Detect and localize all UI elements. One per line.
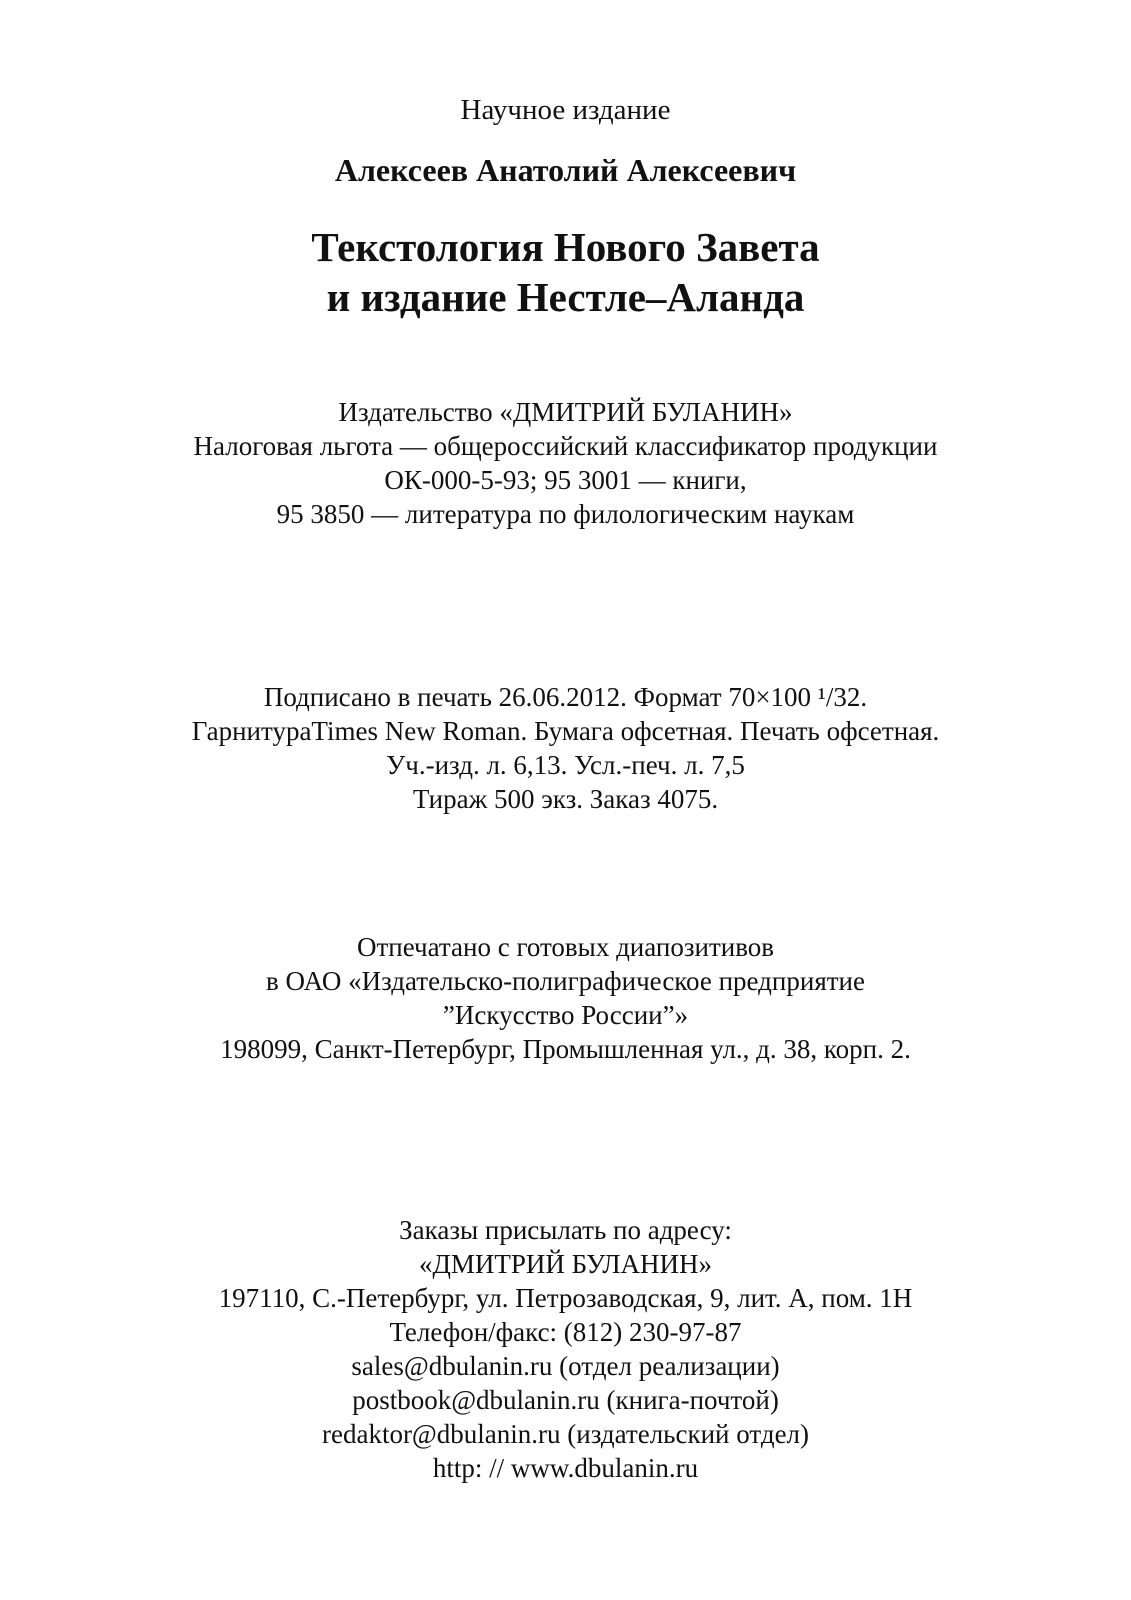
publisher-line: 95 3850 — литература по филологическим наукам <box>276 499 855 529</box>
orders-block <box>0 1213 1131 1485</box>
orders-address: 197110, С.-Петербург, ул. Петрозаводская, 9, лит. А, пом. 1Н <box>218 1283 913 1313</box>
orders-publisher-name: «ДМИТРИЙ БУЛАНИН» <box>418 1249 713 1279</box>
publisher-line: ОК-000-5-93; 95 3001 — книги, <box>384 465 747 495</box>
book-title-line: и издание Нестле–Аланда <box>326 274 805 320</box>
publisher-line: Налоговая льгота — общероссийский классификатор продукции <box>193 431 938 461</box>
author-name <box>0 150 1131 190</box>
publisher-line: Издательство «ДМИТРИЙ БУЛАНИН» <box>338 397 793 427</box>
publisher-block <box>0 395 1131 531</box>
orders-heading: Заказы присылать по адресу: <box>399 1215 732 1245</box>
edition-type-text: Научное издание <box>460 94 671 126</box>
printer-line: в ОАО «Издательско-полиграфическое предприятие <box>266 966 865 996</box>
print-info-line: Тираж 500 экз. Заказ 4075. <box>412 784 719 814</box>
book-title-line: Текстология Нового Завета <box>311 224 820 270</box>
author-name-text: Алексеев Анатолий Алексеевич <box>334 152 797 188</box>
print-info-line: ГарнитураTimes New Roman. Бумага офсетная. Печать офсетная. <box>191 716 940 746</box>
printer-block <box>0 930 1131 1066</box>
print-info-line: Подписано в печать 26.06.2012. Формат 70×100 ¹/32. <box>263 682 868 712</box>
printer-line: 198099, Санкт-Петербург, Промышленная ул., д. 38, корп. 2. <box>220 1034 911 1064</box>
printer-line: Отпечатано с готовых диапозитивов <box>356 932 775 962</box>
edition-type <box>0 92 1131 128</box>
orders-website: http: // www.dbulanin.ru <box>432 1453 699 1483</box>
orders-postbook-email: postbook@dbulanin.ru (книга-почтой) <box>352 1385 779 1415</box>
printer-line: ”Искусство России”» <box>442 1000 689 1030</box>
orders-sales-email: sales@dbulanin.ru (отдел реализации) <box>351 1351 780 1381</box>
book-title <box>0 222 1131 322</box>
print-info-block <box>0 680 1131 816</box>
orders-phone: Телефон/факс: (812) 230-97-87 <box>389 1317 742 1347</box>
print-info-line: Уч.-изд. л. 6,13. Усл.-печ. л. 7,5 <box>386 750 745 780</box>
orders-editor-email: redaktor@dbulanin.ru (издательский отдел) <box>321 1419 810 1449</box>
